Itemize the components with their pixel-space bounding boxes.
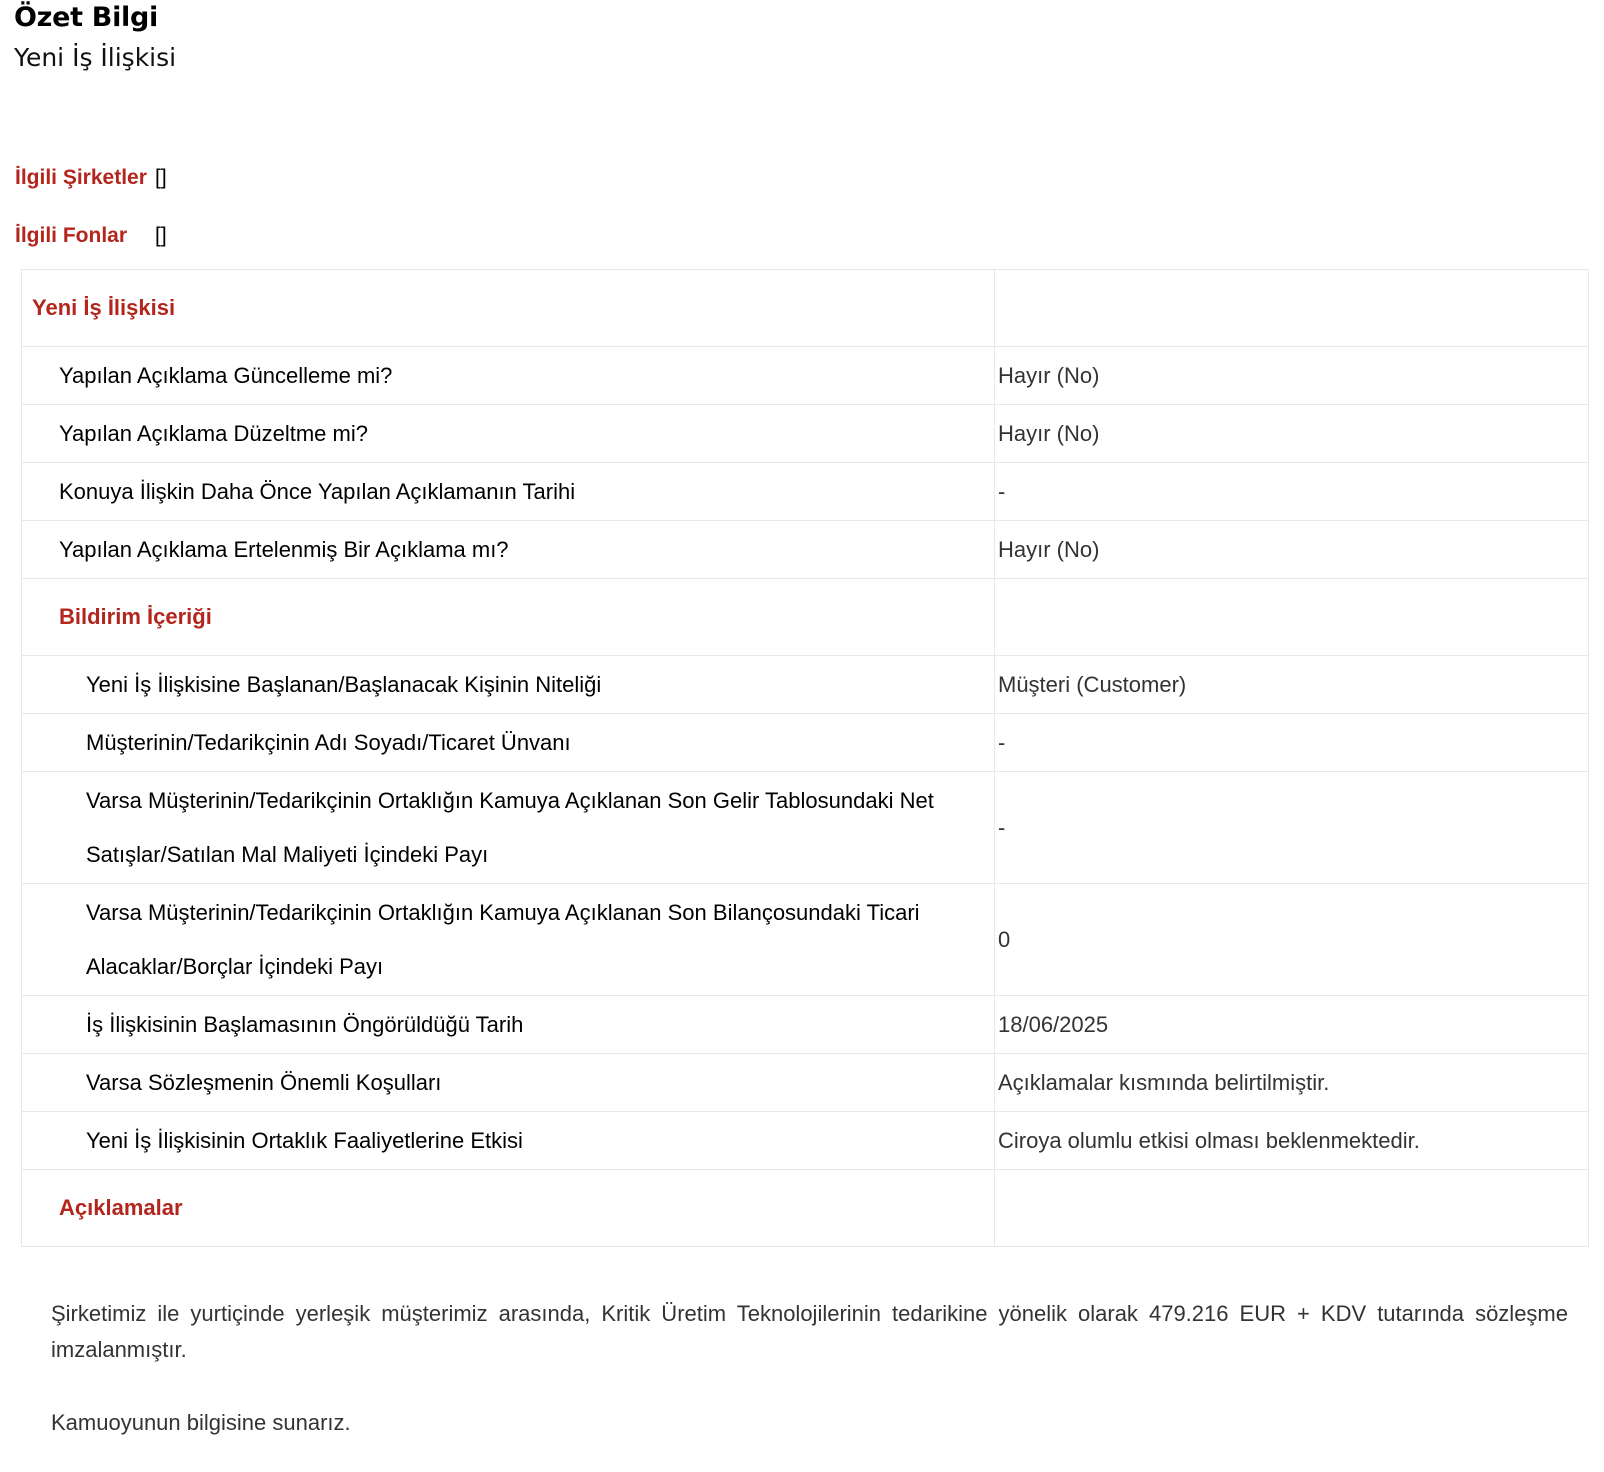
related-companies bbox=[15, 164, 167, 192]
table-row bbox=[22, 996, 1589, 1054]
table-row bbox=[22, 347, 1589, 405]
table-row bbox=[22, 405, 1589, 463]
closing-paragraph: Kamuoyunun bilgisine sunarız. bbox=[51, 1410, 351, 1435]
table-row bbox=[22, 1054, 1589, 1112]
description-paragraph: Şirketimiz ile yurtiçinde yerleşik müşterimiz arasında, Kritik Üretim Teknolojilerinin tedarikine yönelik olarak 479.216 EUR + KDV tutarında sözleşme imzalanmıştır. bbox=[51, 1301, 1568, 1362]
related-funds-value: [] bbox=[155, 224, 167, 247]
section-title-notes: Açıklamalar bbox=[22, 1170, 995, 1247]
row-label: Yapılan Açıklama Ertelenmiş Bir Açıklama mı? bbox=[22, 521, 995, 579]
section-empty-cell bbox=[995, 579, 1589, 656]
related-funds-label: İlgili Fonlar bbox=[15, 224, 128, 247]
table-row bbox=[22, 772, 1589, 884]
page-title: Özet Bilgi bbox=[14, 2, 158, 33]
table-row bbox=[22, 714, 1589, 772]
row-label: Yeni İş İlişkisine Başlanan/Başlanacak Kişinin Niteliği bbox=[22, 656, 995, 714]
row-label: Varsa Müşterinin/Tedarikçinin Ortaklığın Kamuya Açıklanan Son Gelir Tablosundaki Net Satışlar/Satılan Mal Maliyeti İçindeki Payı bbox=[22, 772, 995, 884]
section-empty-cell bbox=[995, 270, 1589, 347]
disclosure-table bbox=[21, 269, 1589, 1247]
row-label: Varsa Müşterinin/Tedarikçinin Ortaklığın Kamuya Açıklanan Son Bilançosundaki Ticari Alacaklar/Borçlar İçindeki Payı bbox=[22, 884, 995, 996]
row-value: - bbox=[995, 463, 1589, 521]
section-row-content bbox=[22, 579, 1589, 656]
table-row bbox=[22, 656, 1589, 714]
row-label: Yapılan Açıklama Düzeltme mi? bbox=[22, 405, 995, 463]
row-label: Varsa Sözleşmenin Önemli Koşulları bbox=[22, 1054, 995, 1112]
table-row bbox=[22, 463, 1589, 521]
row-value: Ciroya olumlu etkisi olması beklenmektedir. bbox=[995, 1112, 1589, 1170]
table-row bbox=[22, 884, 1589, 996]
row-value: Hayır (No) bbox=[995, 347, 1589, 405]
row-label: İş İlişkisinin Başlamasının Öngörüldüğü Tarih bbox=[22, 996, 995, 1054]
row-label: Müşterinin/Tedarikçinin Adı Soyadı/Ticaret Ünvanı bbox=[22, 714, 995, 772]
section-row-main bbox=[22, 270, 1589, 347]
row-value: - bbox=[995, 772, 1589, 884]
section-title-content: Bildirim İçeriği bbox=[22, 579, 995, 656]
row-label: Konuya İlişkin Daha Önce Yapılan Açıklamanın Tarihi bbox=[22, 463, 995, 521]
row-value: 18/06/2025 bbox=[995, 996, 1589, 1054]
related-funds bbox=[15, 222, 167, 250]
related-companies-label: İlgili Şirketler bbox=[15, 166, 147, 189]
row-label: Yeni İş İlişkisinin Ortaklık Faaliyetlerine Etkisi bbox=[22, 1112, 995, 1170]
table-row bbox=[22, 1112, 1589, 1170]
table-row bbox=[22, 521, 1589, 579]
row-value: Hayır (No) bbox=[995, 405, 1589, 463]
section-title-main: Yeni İş İlişkisi bbox=[22, 270, 995, 347]
section-empty-cell bbox=[995, 1170, 1589, 1247]
section-row-notes bbox=[22, 1170, 1589, 1247]
page-subtitle: Yeni İş İlişkisi bbox=[14, 43, 177, 72]
row-value: Hayır (No) bbox=[995, 521, 1589, 579]
row-value: 0 bbox=[995, 884, 1589, 996]
row-label: Yapılan Açıklama Güncelleme mi? bbox=[22, 347, 995, 405]
row-value: Müşteri (Customer) bbox=[995, 656, 1589, 714]
row-value: - bbox=[995, 714, 1589, 772]
summary-header bbox=[14, 0, 176, 80]
related-companies-value: [] bbox=[155, 166, 167, 189]
row-value: Açıklamalar kısmında belirtilmiştir. bbox=[995, 1054, 1589, 1112]
